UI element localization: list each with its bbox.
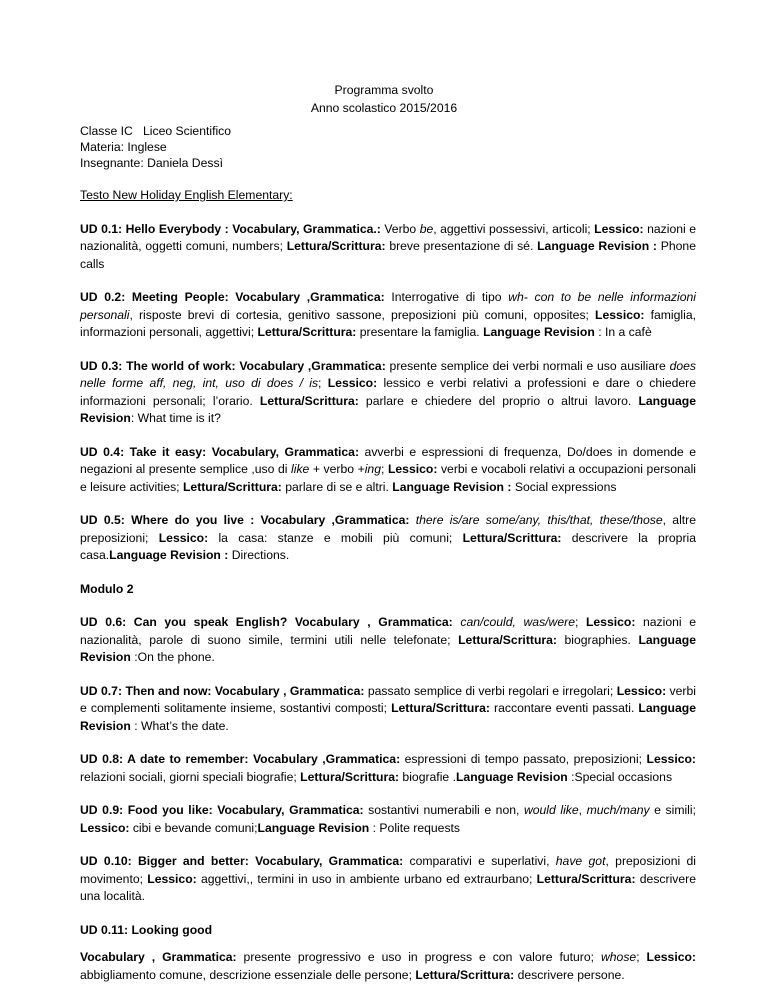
unit-label: Lettura/Scrittura: — [415, 967, 515, 982]
teacher-line: Insegnante: Daniela Dessì — [80, 156, 223, 170]
unit-text: whose — [600, 950, 637, 964]
unit-text: passato semplice di verbi regolari e irregolari; — [364, 683, 617, 698]
unit-text: + verbo + — [309, 462, 365, 476]
unit-text: verbi e vocaboli relativi a occupazioni personali e leisure activities; — [80, 462, 696, 494]
unit-label: UD 0.6: Can you speak English? Vocabulary , Grammatica: — [80, 615, 453, 629]
unit-text: abbigliamento comune, descrizione essenziale delle persone; — [80, 967, 416, 982]
unit-text: raccontare eventi passati. — [489, 701, 639, 715]
document-title — [0, 82, 768, 117]
unit-text: sostantivi numerabili e non, — [363, 803, 524, 817]
textbook-heading: Testo New Holiday English Elementary: — [80, 188, 293, 202]
unit-label: Lessico: — [616, 683, 667, 698]
unit-text: breve presentazione di sé. — [385, 239, 538, 253]
unit-text: be — [419, 221, 434, 236]
unit-text: much/many — [586, 803, 650, 817]
unit-label: Lettura/Scrittura: — [462, 530, 562, 545]
unit-text: ; — [380, 462, 388, 476]
unit-label: UD 0.3: The world of work: Vocabulary ,Grammatica: — [80, 358, 386, 373]
unit-text: la casa: stanze e mobili più comuni; — [208, 530, 463, 545]
unit-paragraph — [80, 614, 696, 667]
unit-label: Lessico: — [585, 615, 636, 629]
unit-paragraph — [80, 512, 696, 565]
unit-text: :Special occasions — [567, 769, 673, 784]
unit-text: , — [578, 803, 587, 817]
unit-label: Language Revision — [80, 632, 696, 664]
unit-label: UD 0.2: Meeting People: Vocabulary ,Grammatica: — [80, 290, 385, 304]
unit-text: parlare di se e altri. — [281, 479, 393, 494]
unit-text: nazioni e nazionalità, oggetti comuni, numbers; — [80, 221, 696, 253]
unit-label: Language Revision — [80, 393, 697, 425]
unit-text: : What’s the date. — [130, 718, 229, 733]
unit-label: Lessico: — [595, 307, 645, 322]
unit-label: Lettura/Scrittura: — [286, 239, 386, 253]
unit-text: aggettivi,, termini in uso in ambiente urbano ed extraurbano; — [196, 871, 537, 886]
unit-label: Lettura/Scrittura: — [458, 632, 557, 647]
unit-text: Social expressions — [511, 479, 617, 494]
unit-text: there is/are some/any, this/that, these/those — [415, 513, 663, 527]
unit-text: : In a cafè — [594, 325, 652, 339]
unit-label: Lessico: — [387, 462, 438, 476]
unit-label: UD 0.10: Bigger and better: Vocabulary, Grammatica: — [80, 854, 404, 868]
unit-text: :On the phone. — [130, 650, 215, 664]
unit-paragraph — [80, 751, 696, 786]
unit-paragraph — [80, 683, 696, 736]
unit-label: Language Revision — [483, 325, 595, 339]
unit-text: , preposizioni di movimento; — [80, 854, 696, 886]
title-line-2: Anno scolastico 2015/2016 — [310, 100, 458, 115]
unit-text: wh- con to be nelle informazioni personali — [80, 290, 696, 322]
unit-paragraph — [80, 444, 696, 497]
unit-text: descrivere la propria casa. — [80, 530, 696, 562]
unit-text: ; — [636, 950, 647, 964]
unit-label: Lettura/Scrittura: — [182, 479, 282, 494]
unit-text: Verbo — [380, 221, 420, 236]
unit-paragraph — [80, 922, 696, 940]
unit-text: parlare e chiedere del proprio o altrui lavoro. — [358, 393, 639, 408]
unit-text: e simili; — [649, 803, 696, 817]
unit-paragraph — [80, 221, 696, 274]
unit-label: Lessico: — [646, 752, 696, 766]
unit-label: Language Revision : — [537, 239, 657, 253]
unit-paragraph — [80, 853, 696, 906]
unit-text: relazioni sociali, giorni speciali biografie; — [80, 769, 301, 784]
unit-text: , altre preposizioni; — [80, 513, 696, 545]
unit-label: UD 0.8: A date to remember: Vocabulary ,Grammatica: — [80, 752, 401, 766]
unit-label: Lessico: — [147, 871, 197, 886]
unit-text: : Polite requests — [369, 820, 461, 835]
unit-label: Lettura/Scrittura: — [536, 871, 636, 886]
unit-text: presentare la famiglia. — [356, 325, 484, 339]
unit-text: Directions. — [228, 548, 290, 562]
unit-text: biografie . — [399, 769, 456, 784]
unit-label: UD 0.9: Food you like: Vocabulary, Grammatica: — [80, 803, 364, 817]
unit-label: UD 0.7: Then and now: Vocabulary , Grammatica: — [80, 683, 365, 698]
unit-text: descrivere una località. — [80, 871, 696, 903]
unit-label: Language Revision — [80, 701, 696, 733]
unit-label: Language Revision — [257, 820, 370, 835]
unit-text: : What time is it? — [130, 411, 221, 425]
unit-label: Lessico: — [594, 221, 644, 236]
document-body — [80, 123, 696, 984]
unit-label: Lessico: — [327, 376, 378, 390]
unit-label: Lettura/Scrittura: — [259, 393, 359, 408]
unit-label: Lettura/Scrittura: — [391, 701, 490, 715]
unit-label: Language Revision : — [109, 548, 229, 562]
unit-label: UD 0.1: Hello Everybody : Vocabulary, Grammatica.: — [80, 221, 381, 236]
unit-label: Lettura/Scrittura: — [300, 769, 400, 784]
unit-text: comparativi e superlativi, — [403, 854, 556, 868]
unit-text: descrivere persone. — [514, 967, 625, 982]
class-line: Classe IC Liceo Scientifico — [80, 124, 232, 138]
unit-label: Language Revision : — [392, 479, 512, 494]
unit-text: like — [291, 462, 310, 476]
unit-text: ; — [574, 615, 586, 629]
unit-label: Lettura/Scrittura: — [257, 325, 357, 339]
subject-line: Materia: Inglese — [80, 140, 167, 154]
unit-text: cibi e bevande comuni; — [129, 820, 258, 835]
unit-text: famiglia, informazioni personali, aggettivi; — [80, 307, 696, 339]
unit-text: avverbi e espressioni di frequenza, Do/does in domende e negazioni al presente semplice ,uso di — [80, 444, 697, 476]
unit-paragraph — [80, 358, 696, 428]
unit-label: UD 0.4: Take it easy: Vocabulary, Grammatica: — [80, 444, 360, 459]
unit-paragraph — [80, 949, 696, 984]
unit-text: can/could, was/were — [460, 615, 575, 629]
unit-text: biographies. — [556, 632, 639, 647]
unit-label: Lessico: — [80, 820, 130, 835]
title-line-1: Programma svolto — [334, 83, 434, 97]
unit-text: lessico e verbi relativi a professioni e dare o chiedere informazioni personali; l’orario. — [80, 376, 696, 408]
unit-text: does nelle forme aff, neg, int, uso di does / is — [80, 358, 696, 390]
unit-text: have got — [555, 854, 606, 868]
unit-text: Phone calls — [80, 239, 696, 271]
unit-label: Lessico: — [646, 950, 696, 964]
unit-text: Interrogative di tipo — [384, 290, 509, 304]
unit-text: espressioni di tempo passato, preposizioni; — [400, 752, 647, 766]
unit-label: Lessico: — [158, 530, 209, 545]
unit-text: nazioni e nazionalità, parole di suono simile, termini utili nelle telefonate; — [80, 615, 696, 647]
unit-label: UD 0.11: Looking good — [80, 922, 213, 937]
unit-text: presente semplice dei verbi normali e uso ausiliare — [385, 358, 670, 373]
course-info — [80, 123, 696, 171]
unit-label: Vocabulary , Grammatica: — [80, 950, 237, 964]
unit-label: Language Revision — [455, 769, 568, 784]
unit-paragraph — [80, 802, 696, 837]
unit-text: ing — [364, 462, 381, 476]
unit-text: , aggettivi possessivi, articoli; — [433, 221, 595, 236]
unit-text: presente progressivo e uso in progress e con valore futuro; — [236, 950, 601, 964]
unit-text: ; — [318, 376, 328, 390]
unit-text: , risposte brevi di cortesia, genitivo sassone, preposizioni più comuni, opposites; — [129, 307, 596, 322]
unit-text: would like — [523, 803, 579, 817]
unit-paragraph — [80, 289, 696, 342]
unit-text: verbi e complementi solitamente insieme, sostantivi composti; — [80, 683, 696, 715]
module-heading: Modulo 2 — [80, 581, 134, 596]
unit-label: UD 0.5: Where do you live : Vocabulary ,Grammatica: — [80, 513, 410, 527]
